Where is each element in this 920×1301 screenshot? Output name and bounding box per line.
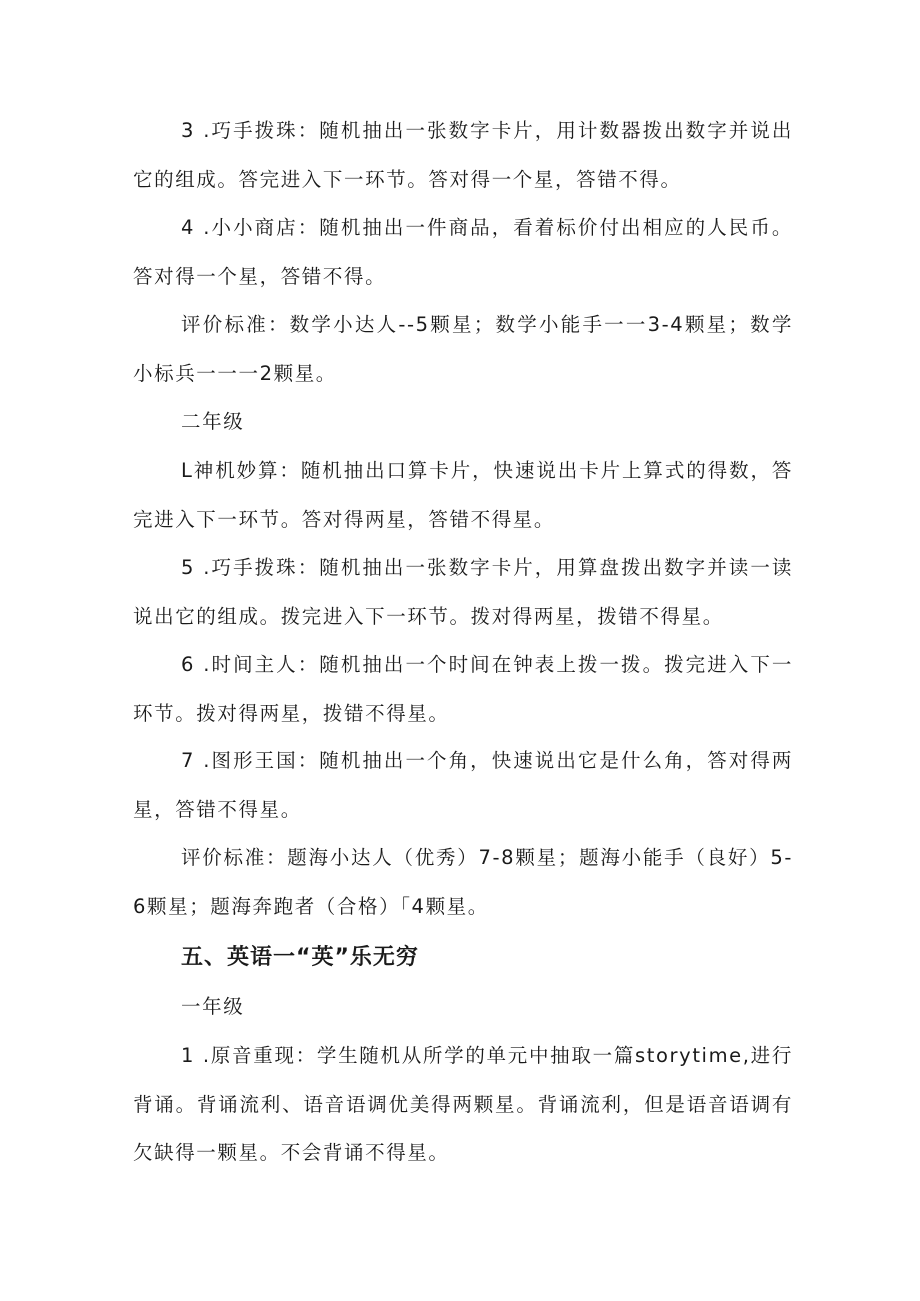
grade-two-label: 二年级 xyxy=(181,410,245,433)
paragraph-shape-kingdom: 7 .图形王国：随机抽出一个角，快速说出它是什么角，答对得两星，答错不得星。 xyxy=(133,749,793,821)
paragraph-time-master: 6 .时间主人：随机抽出一个时间在钟表上拨一拨。拨完进入下一环节。拨对得两星，拨错不得星。 xyxy=(133,653,793,725)
paragraph-little-shop: 4 .小小商店：随机抽出一件商品，看着标价付出相应的人民币。答对得一个星，答错不得。 xyxy=(133,216,793,288)
paragraph-grade1-math-criteria: 评价标准：数学小达人--5颗星；数学小能手一一3-4颗星；数学小标兵一一一2颗星。 xyxy=(133,313,793,385)
paragraph-abacus: 5 .巧手拨珠：随机抽出一张数字卡片，用算盘拨出数字并读一读说出它的组成。拨完进入下一环节。拨对得两星，拨错不得星。 xyxy=(133,556,793,628)
paragraph-recitation: 1 .原音重现：学生随机从所学的单元中抽取一篇storytime,进行背诵。背诵流利、语音语调优美得两颗星。背诵流利，但是语音语调有欠缺得一颗星。不会背诵不得星。 xyxy=(133,1044,793,1164)
paragraph-mental-math: L神机妙算：随机抽出口算卡片，快速说出卡片上算式的得数，答完进入下一环节。答对得两星，答错不得星。 xyxy=(133,459,793,531)
section-heading-english: 五、英语一“英”乐无穷 xyxy=(181,945,419,970)
paragraph-coin-bead-counting: 3 .巧手拨珠：随机抽出一张数字卡片，用计数器拨出数字并说出它的组成。答完进入下一环节。答对得一个星，答错不得。 xyxy=(133,119,793,191)
grade-one-label: 一年级 xyxy=(181,995,245,1018)
paragraph-grade2-math-criteria: 评价标准：题海小达人（优秀）7-8颗星；题海小能手（良好）5-6颗星；题海奔跑者（合格）「4颗星。 xyxy=(133,846,793,918)
